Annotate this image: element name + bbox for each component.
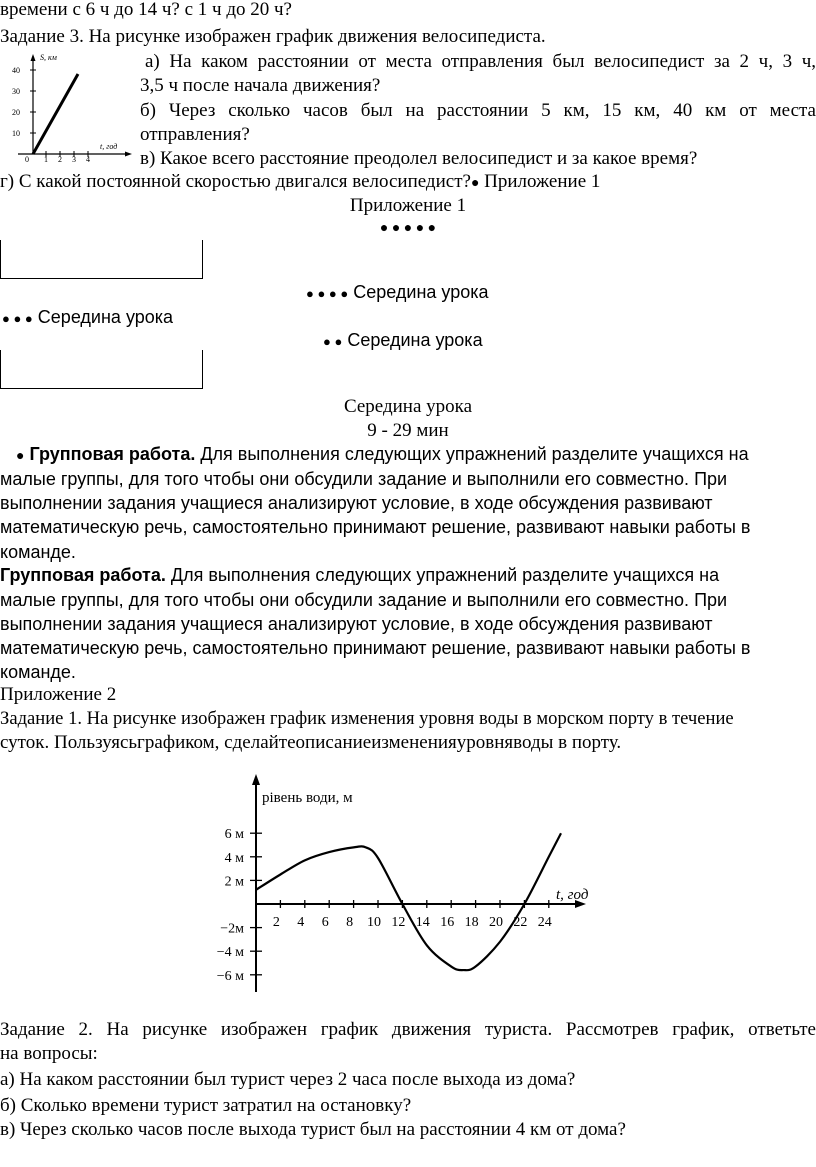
group-work-p1-l1 — [16, 442, 749, 468]
task2-question-c: в) Через сколько часов после выхода турист был на расстоянии 4 км от дома? — [0, 1119, 626, 1140]
group-work-p2-l5: команде. — [0, 662, 76, 682]
bullet-icon: ● — [470, 176, 480, 191]
water-level-chart — [190, 770, 610, 1000]
mid-lesson-line-3 — [323, 328, 483, 355]
mid-lesson-center: Середина урока — [343, 396, 473, 417]
empty-frame-top — [0, 240, 203, 279]
group-work-p1-l2: малые группы, для того чтобы они обсудили задание и выполнили его совместно. При — [0, 469, 728, 489]
y-tick-label: −6 м — [216, 968, 244, 984]
question-a-cont: 3,5 ч после начала движения? — [140, 75, 381, 96]
bullet-dots: ● ● ● — [2, 311, 33, 326]
task2-line-2: на вопросы: — [0, 1043, 98, 1064]
x-tick-label: 12 — [391, 915, 406, 930]
x-tick-label: 22 — [513, 915, 528, 930]
task2-question-a: а) На каком расстоянии был турист через 2 часа после выхода из дома? — [0, 1069, 576, 1090]
cyclist-line — [33, 74, 78, 154]
question-a: а) На каком расстоянии от места отправления был велосипедист за 2 ч, 3 ч, — [145, 51, 816, 72]
group-work-p1-l5: команде. — [0, 542, 76, 562]
x-tick-label: 24 — [537, 915, 552, 930]
x-tick-label: 0 — [25, 155, 29, 162]
water-level-line — [256, 833, 561, 970]
text-line: Для выполнения следующих упражнений разделите учащихся на — [165, 565, 720, 585]
y-tick-label: 20 — [12, 108, 20, 117]
x-tick-label: 2 — [272, 915, 280, 930]
question-b-cont: отправления? — [140, 124, 250, 145]
bullet-dots: ● ● — [323, 334, 343, 349]
mid-lesson-label: Середина урока — [353, 282, 489, 302]
group-work-p2-l3: выполнении задания учащиеся анализируют условие, в ходе обсуждения развивают — [0, 614, 713, 634]
appendix1-inline: Приложение 1 — [479, 171, 601, 192]
mid-lesson-line-2 — [2, 305, 173, 332]
x-tick-label: 4 — [297, 915, 305, 930]
group-work-p2-l1 — [0, 563, 719, 588]
y-axis-arrow — [252, 774, 260, 785]
group-work-p1-l3: выполнении задания учащиеся анализируют условие, в ходе обсуждения развивают — [0, 493, 713, 513]
y-tick-label: −4 м — [216, 945, 244, 961]
group-work-title: Групповая работа. — [29, 444, 196, 464]
group-work-title: Групповая работа. — [0, 565, 166, 585]
group-work-p2-l2: малые группы, для того чтобы они обсудили задание и выполнили его совместно. При — [0, 590, 728, 610]
group-work-p1-l4: математическую речь, самостоятельно принимают решение, развивают навыки работы в — [0, 517, 751, 537]
text-line: Для выполнения следующих упражнений разделите учащихся на — [195, 444, 749, 464]
question-v: в) Какое всего расстояние преодолел велосипедист и за какое время? — [140, 148, 698, 169]
x-axis-label: t, год — [556, 887, 589, 903]
y-tick-label: 10 — [12, 129, 20, 138]
y-tick-label: 2 м — [224, 874, 244, 890]
x-tick-label: 1 — [44, 155, 48, 162]
x-tick-label: 8 — [346, 915, 354, 930]
empty-frame-bottom — [0, 350, 203, 389]
x-tick-label: 4 — [86, 155, 90, 162]
x-axis-label: t, год — [100, 142, 118, 151]
x-tick-label: 16 — [440, 915, 455, 930]
task1-line-1: Задание 1. На рисунке изображен график изменения уровня воды в морском порту в течение — [0, 708, 734, 729]
y-tick-label: 40 — [12, 66, 20, 75]
x-tick-label: 2 — [58, 155, 62, 162]
y-tick-label: 6 м — [224, 827, 244, 843]
y-tick-label: 30 — [12, 87, 20, 96]
x-tick-label: 6 — [321, 915, 329, 930]
text-line: времени с 6 ч до 14 ч? с 1 ч до 20 ч? — [0, 0, 292, 20]
task1-line-2: суток. Пользуясьграфиком, сделайтеописаниеизмененияуровняводы в порту. — [0, 732, 622, 753]
appendix1-heading: Приложение 1 — [349, 195, 467, 216]
cyclist-graph — [0, 50, 135, 162]
x-tick-label: 10 — [367, 915, 381, 930]
group-work-p2-l4: математическую речь, самостоятельно принимают решение, развивают навыки работы в — [0, 638, 751, 658]
task3-title: Задание 3. На рисунке изображен график движения велосипедиста. — [0, 26, 546, 47]
bullet-dots: ● ● ● ● — [306, 286, 349, 301]
x-tick-label: 14 — [415, 915, 430, 930]
question-b: б) Через сколько часов был на расстоянии 5 км, 15 км, 40 км от места — [140, 100, 816, 121]
y-tick-label: 4 м — [224, 850, 244, 866]
bullet-icon: ● — [16, 447, 25, 463]
time-range: 9 - 29 мин — [367, 420, 449, 441]
x-tick-label: 20 — [489, 915, 503, 930]
x-tick-label: 18 — [464, 915, 479, 930]
task2-line-1: Задание 2. На рисунке изображен график движения туриста. Рассмотрев график, ответьте — [0, 1019, 816, 1040]
x-tick-label: 3 — [72, 155, 76, 162]
y-axis-label: рівень води, м — [262, 790, 353, 806]
bullet-dots: ● ● ● ● ● — [379, 221, 437, 236]
question-g — [0, 170, 600, 196]
y-tick-label: −2м — [220, 921, 244, 937]
mid-lesson-label: Середина урока — [37, 307, 174, 327]
task2-question-b: б) Сколько времени турист затратил на остановку? — [0, 1095, 412, 1116]
mid-lesson-label: Середина урока — [347, 330, 483, 350]
mid-lesson-line-1 — [306, 280, 489, 307]
appendix2-heading: Приложение 2 — [0, 684, 117, 705]
y-axis-label: S, км — [40, 53, 57, 62]
question-g-text: г) С какой постоянной скоростью двигался велосипедист? — [0, 171, 471, 192]
